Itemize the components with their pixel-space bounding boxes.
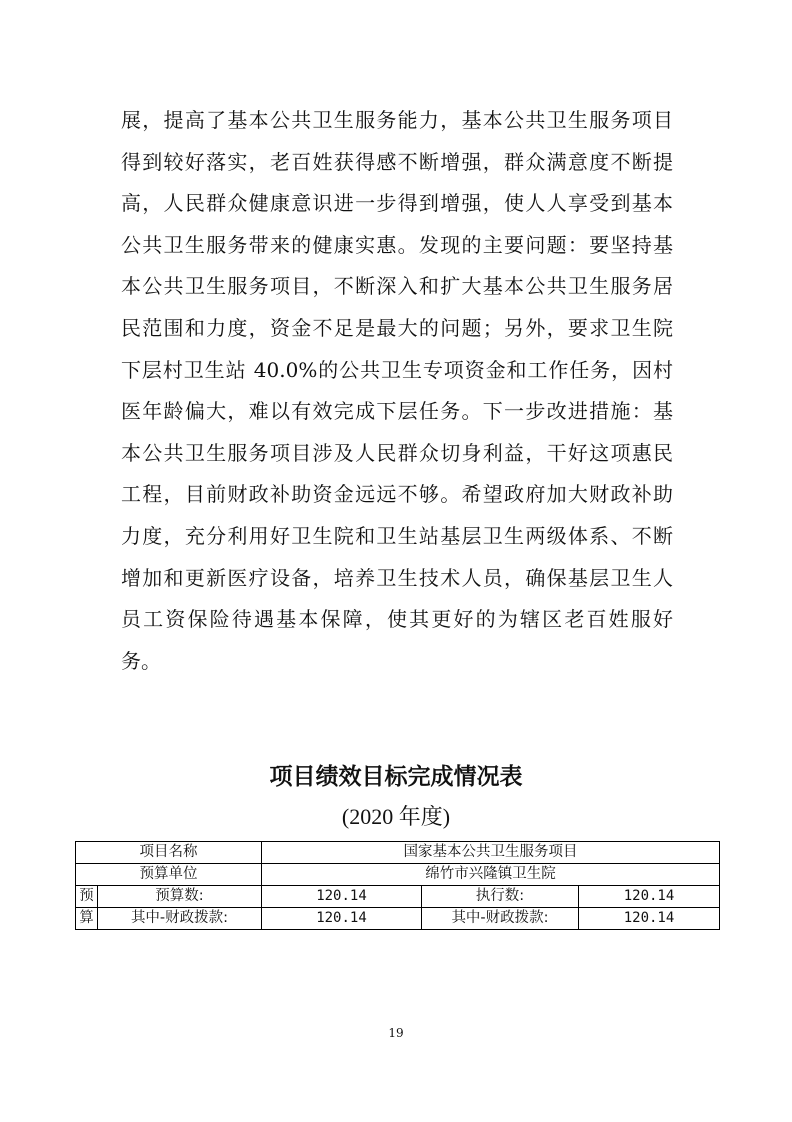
text-line: 员工资保险待遇基本保障，使其更好的为辖区老百姓服好 (121, 607, 673, 632)
text-line: 力度，充分利用好卫生院和卫生站基层卫生两级体系、不断 (121, 523, 673, 548)
text-line: 工程，目前财政补助资金远远不够。希望政府加大财政补助 (121, 482, 673, 507)
page-number: 19 (388, 1026, 404, 1040)
text-line: 医年龄偏大，难以有效完成下层任务。下一步改进措施：基 (121, 399, 673, 424)
text-line: 高，人民群众健康意识进一步得到增强，使人人享受到基本 (121, 191, 673, 216)
budget-side-label-bottom: 算 (76, 908, 98, 930)
text-line: 务。 (121, 648, 161, 673)
body-paragraph (121, 100, 673, 682)
project-name-label: 项目名称 (76, 842, 262, 864)
fiscal-allocation-label: 其中-财政拨款: (98, 908, 262, 930)
text-line: 展，提高了基本公共卫生服务能力，基本公共卫生服务项目 (121, 108, 673, 132)
budget-amount-value: 120.14 (262, 886, 422, 908)
text-line: 公共卫生服务带来的健康实惠。发现的主要问题：要坚持基 (121, 232, 673, 257)
fiscal-allocation-value: 120.14 (262, 908, 422, 930)
text-line: 本公共卫生服务项目涉及人民群众切身利益，干好这项惠民 (121, 440, 673, 465)
budget-amount-label: 预算数: (98, 886, 262, 908)
fiscal-executed-label: 其中-财政拨款: (422, 908, 579, 930)
text-line: 民范围和力度，资金不足是最大的问题；另外，要求卫生院 (121, 315, 673, 340)
performance-table (75, 841, 720, 930)
project-name-value: 国家基本公共卫生服务项目 (262, 842, 720, 864)
text-line: 得到较好落实，老百姓获得感不断增强，群众满意度不断提 (121, 149, 673, 174)
table-row (76, 908, 720, 930)
text-line: 本公共卫生服务项目，不断深入和扩大基本公共卫生服务居 (121, 274, 673, 299)
text-line: 下层村卫生站 40.0%的公共卫生专项资金和工作任务，因村 (121, 357, 673, 382)
executed-amount-label: 执行数: (422, 886, 579, 908)
text-line: 增加和更新医疗设备，培养卫生技术人员，确保基层卫生人 (121, 565, 673, 590)
table-row (76, 842, 720, 864)
table-title: 项目绩效目标完成情况表 (269, 763, 523, 790)
table-row (76, 886, 720, 908)
budget-unit-label: 预算单位 (76, 864, 262, 886)
fiscal-executed-value: 120.14 (579, 908, 720, 930)
table-row (76, 864, 720, 886)
budget-unit-value: 绵竹市兴隆镇卫生院 (262, 864, 720, 886)
table-subtitle: (2020 年度) (341, 804, 451, 829)
executed-amount-value: 120.14 (579, 886, 720, 908)
budget-side-label-top: 预 (76, 886, 98, 908)
